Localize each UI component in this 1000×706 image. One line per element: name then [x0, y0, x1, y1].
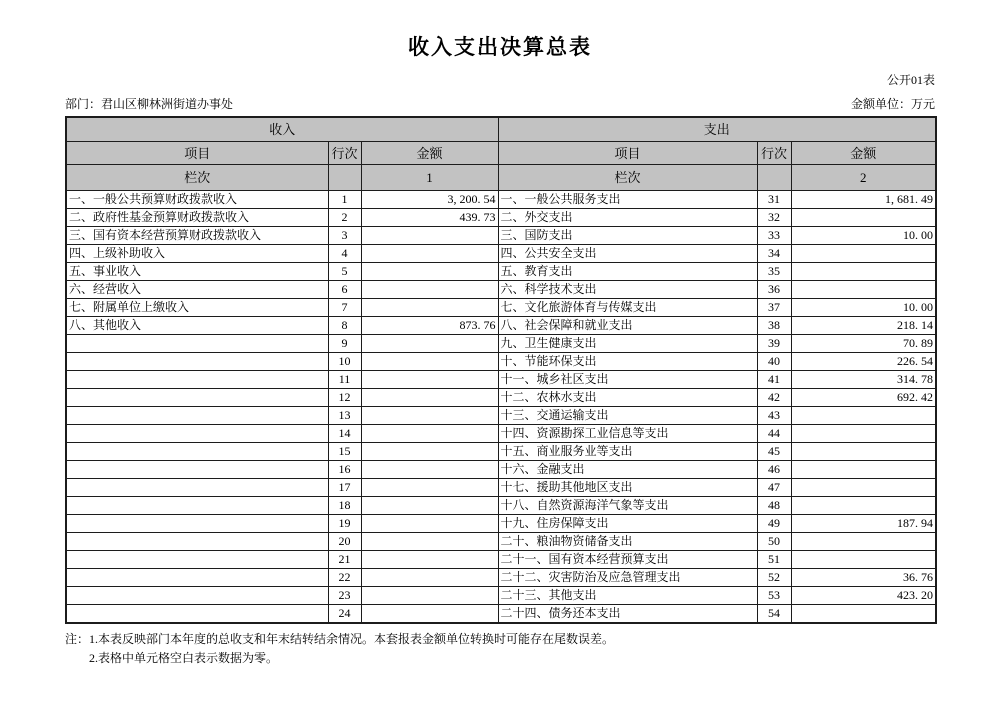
table-row — [66, 209, 936, 227]
income-amount-cell — [361, 353, 498, 371]
income-rowno-cell: 17 — [328, 479, 361, 497]
income-rowno-cell: 12 — [328, 389, 361, 407]
table-row — [66, 587, 936, 605]
expense-item-cell: 一、一般公共服务支出 — [498, 191, 757, 209]
expense-item-cell: 八、社会保障和就业支出 — [498, 317, 757, 335]
expense-item-cell: 十四、资源勘探工业信息等支出 — [498, 425, 757, 443]
income-rowno-cell: 15 — [328, 443, 361, 461]
income-amount-cell — [361, 515, 498, 533]
expense-amount-cell: 70. 89 — [791, 335, 936, 353]
expense-item-cell: 九、卫生健康支出 — [498, 335, 757, 353]
income-amount-cell — [361, 335, 498, 353]
income-item-cell — [66, 389, 328, 407]
income-rowno-cell: 5 — [328, 263, 361, 281]
income-amount-cell — [361, 245, 498, 263]
income-item-cell — [66, 605, 328, 624]
expense-amount-cell — [791, 407, 936, 425]
expense-item-cell: 十八、自然资源海洋气象等支出 — [498, 497, 757, 515]
income-rowno-cell: 6 — [328, 281, 361, 299]
income-amount-cell — [361, 587, 498, 605]
income-rowno-cell: 19 — [328, 515, 361, 533]
income-item-cell — [66, 353, 328, 371]
expense-rowno-cell: 39 — [757, 335, 791, 353]
expense-item-cell: 十五、商业服务业等支出 — [498, 443, 757, 461]
income-amount-cell — [361, 569, 498, 587]
income-rowno-cell: 22 — [328, 569, 361, 587]
expense-item-cell: 二十三、其他支出 — [498, 587, 757, 605]
footnote-line-1: 注：1.本表反映部门本年度的总收支和年末结转结余情况。本套报表金额单位转换时可能存在尾数误差。 — [65, 632, 615, 646]
table-row — [66, 335, 936, 353]
expense-item-cell: 七、文化旅游体育与传媒支出 — [498, 299, 757, 317]
table-row — [66, 515, 936, 533]
income-item-cell: 八、其他收入 — [66, 317, 328, 335]
income-amount-cell — [361, 533, 498, 551]
income-rowno-cell: 8 — [328, 317, 361, 335]
income-rowno-cell: 11 — [328, 371, 361, 389]
expense-rowno-cell: 51 — [757, 551, 791, 569]
income-amount-cell — [361, 425, 498, 443]
expense-amount-cell: 226. 54 — [791, 353, 936, 371]
income-amount-cell — [361, 461, 498, 479]
income-rowno-cell: 13 — [328, 407, 361, 425]
expense-item-cell: 五、教育支出 — [498, 263, 757, 281]
table-row — [66, 425, 936, 443]
table-row — [66, 353, 936, 371]
income-item-cell — [66, 551, 328, 569]
table-row — [66, 245, 936, 263]
expense-amount-cell — [791, 605, 936, 624]
expense-item-cell: 二十、粮油物资储备支出 — [498, 533, 757, 551]
income-item-cell: 四、上级补助收入 — [66, 245, 328, 263]
expense-rowno-cell: 43 — [757, 407, 791, 425]
expense-amount-cell: 36. 76 — [791, 569, 936, 587]
footnote-line-2: 2.表格中单元格空白表示数据为零。 — [89, 651, 279, 665]
income-item-cell: 五、事业收入 — [66, 263, 328, 281]
expense-rowno-cell: 53 — [757, 587, 791, 605]
expense-amount-cell — [791, 281, 936, 299]
table-row — [66, 551, 936, 569]
income-rowno-cell: 18 — [328, 497, 361, 515]
amount-unit-label: 金额单位：万元 — [850, 97, 935, 111]
income-item-cell — [66, 569, 328, 587]
income-item-cell — [66, 587, 328, 605]
income-rowno-cell: 24 — [328, 605, 361, 624]
expense-amount-cell: 10. 00 — [791, 227, 936, 245]
expense-rowno-cell: 52 — [757, 569, 791, 587]
expense-section-header: 支出 — [498, 117, 936, 142]
expense-rowno-cell: 42 — [757, 389, 791, 407]
income-item-cell — [66, 443, 328, 461]
income-amount-cell: 873. 76 — [361, 317, 498, 335]
expense-item-cell: 二十二、灾害防治及应急管理支出 — [498, 569, 757, 587]
income-col-index: 1 — [361, 165, 498, 191]
expense-rowno-cell: 44 — [757, 425, 791, 443]
expense-amount-cell: 218. 14 — [791, 317, 936, 335]
table-row — [66, 263, 936, 281]
expense-item-cell: 十一、城乡社区支出 — [498, 371, 757, 389]
income-item-cell — [66, 425, 328, 443]
table-row — [66, 191, 936, 209]
expense-rowno-cell: 41 — [757, 371, 791, 389]
income-amount-cell — [361, 263, 498, 281]
income-item-cell — [66, 533, 328, 551]
income-amount-cell: 3, 200. 54 — [361, 191, 498, 209]
income-amount-cell — [361, 443, 498, 461]
expense-rowno-cell: 35 — [757, 263, 791, 281]
expense-amount-cell: 423. 20 — [791, 587, 936, 605]
expense-item-cell: 二十四、债务还本支出 — [498, 605, 757, 624]
expense-amount-cell: 314. 78 — [791, 371, 936, 389]
expense-rowno-cell: 46 — [757, 461, 791, 479]
table-row — [66, 227, 936, 245]
table-row — [66, 407, 936, 425]
income-amount-cell — [361, 299, 498, 317]
expense-amount-cell: 692. 42 — [791, 389, 936, 407]
table-row — [66, 389, 936, 407]
income-item-cell — [66, 371, 328, 389]
expense-amount-cell — [791, 425, 936, 443]
income-item-cell: 二、政府性基金预算财政拨款收入 — [66, 209, 328, 227]
income-amount-cell — [361, 551, 498, 569]
income-amount-cell — [361, 389, 498, 407]
income-amount-cell — [361, 479, 498, 497]
income-rowno-cell: 14 — [328, 425, 361, 443]
income-rowno-cell: 20 — [328, 533, 361, 551]
income-rowno-cell: 16 — [328, 461, 361, 479]
income-item-cell — [66, 515, 328, 533]
income-item-cell: 六、经营收入 — [66, 281, 328, 299]
table-row — [66, 497, 936, 515]
expense-rowno-cell: 48 — [757, 497, 791, 515]
expense-amount-cell — [791, 479, 936, 497]
income-item-cell: 七、附属单位上缴收入 — [66, 299, 328, 317]
income-rowno-cell: 3 — [328, 227, 361, 245]
column-index-row — [66, 165, 936, 191]
table-row — [66, 605, 936, 624]
expense-amount-cell — [791, 497, 936, 515]
expense-rowno-cell: 37 — [757, 299, 791, 317]
section-header-row — [66, 117, 936, 142]
income-rowno-col-header: 行次 — [328, 142, 361, 165]
expense-rowno-cell: 31 — [757, 191, 791, 209]
column-header-row — [66, 142, 936, 165]
form-code-label: 公开01表 — [886, 73, 935, 87]
table-row — [66, 317, 936, 335]
income-item-cell — [66, 479, 328, 497]
footnotes — [65, 630, 935, 668]
final-accounts-table — [65, 116, 937, 624]
income-rowno-cell: 7 — [328, 299, 361, 317]
income-rowno-cell: 23 — [328, 587, 361, 605]
expense-amount-cell — [791, 209, 936, 227]
expense-rowno-cell: 33 — [757, 227, 791, 245]
expense-rowno-cell: 32 — [757, 209, 791, 227]
expense-item-col-header: 项目 — [498, 142, 757, 165]
expense-colindex-blank — [757, 165, 791, 191]
income-section-header: 收入 — [66, 117, 498, 142]
page-title: 收入支出决算总表 — [408, 35, 592, 59]
income-colindex-label: 栏次 — [66, 165, 328, 191]
expense-item-cell: 二、外交支出 — [498, 209, 757, 227]
expense-item-cell: 十三、交通运输支出 — [498, 407, 757, 425]
expense-item-cell: 十、节能环保支出 — [498, 353, 757, 371]
expense-amount-cell: 187. 94 — [791, 515, 936, 533]
expense-amount-cell — [791, 263, 936, 281]
expense-amount-cell: 10. 00 — [791, 299, 936, 317]
expense-amount-cell — [791, 551, 936, 569]
expense-amount-cell — [791, 533, 936, 551]
expense-rowno-cell: 38 — [757, 317, 791, 335]
income-amount-cell: 439. 73 — [361, 209, 498, 227]
expense-rowno-cell: 34 — [757, 245, 791, 263]
income-colindex-blank — [328, 165, 361, 191]
table-row — [66, 299, 936, 317]
expense-rowno-col-header: 行次 — [757, 142, 791, 165]
expense-item-cell: 十六、金融支出 — [498, 461, 757, 479]
expense-item-cell: 四、公共安全支出 — [498, 245, 757, 263]
expense-item-cell: 三、国防支出 — [498, 227, 757, 245]
table-row — [66, 569, 936, 587]
expense-item-cell: 十二、农林水支出 — [498, 389, 757, 407]
income-rowno-cell: 1 — [328, 191, 361, 209]
table-row — [66, 533, 936, 551]
expense-item-cell: 二十一、国有资本经营预算支出 — [498, 551, 757, 569]
income-amount-cell — [361, 227, 498, 245]
income-rowno-cell: 2 — [328, 209, 361, 227]
income-amount-cell — [361, 605, 498, 624]
income-amount-cell — [361, 497, 498, 515]
income-amount-cell — [361, 281, 498, 299]
income-amount-cell — [361, 407, 498, 425]
expense-colindex-label: 栏次 — [498, 165, 757, 191]
table-row — [66, 281, 936, 299]
expense-item-cell: 十九、住房保障支出 — [498, 515, 757, 533]
income-item-cell — [66, 335, 328, 353]
expense-rowno-cell: 47 — [757, 479, 791, 497]
expense-rowno-cell: 49 — [757, 515, 791, 533]
expense-item-cell: 六、科学技术支出 — [498, 281, 757, 299]
table-row — [66, 461, 936, 479]
table-row — [66, 443, 936, 461]
income-rowno-cell: 9 — [328, 335, 361, 353]
income-item-cell: 三、国有资本经营预算财政拨款收入 — [66, 227, 328, 245]
income-amount-col-header: 金额 — [361, 142, 498, 165]
expense-amount-col-header: 金额 — [791, 142, 936, 165]
expense-rowno-cell: 54 — [757, 605, 791, 624]
income-rowno-cell: 10 — [328, 353, 361, 371]
expense-col-index: 2 — [791, 165, 936, 191]
meta-row — [65, 95, 935, 115]
table-row — [66, 371, 936, 389]
expense-amount-cell — [791, 245, 936, 263]
expense-rowno-cell: 36 — [757, 281, 791, 299]
expense-rowno-cell: 40 — [757, 353, 791, 371]
income-item-cell — [66, 461, 328, 479]
income-item-col-header: 项目 — [66, 142, 328, 165]
department-label: 部门：君山区柳林洲街道办事处 — [65, 97, 234, 111]
income-item-cell — [66, 407, 328, 425]
income-amount-cell — [361, 371, 498, 389]
income-rowno-cell: 21 — [328, 551, 361, 569]
expense-amount-cell: 1, 681. 49 — [791, 191, 936, 209]
expense-item-cell: 十七、援助其他地区支出 — [498, 479, 757, 497]
income-item-cell — [66, 497, 328, 515]
expense-amount-cell — [791, 443, 936, 461]
expense-rowno-cell: 45 — [757, 443, 791, 461]
income-item-cell: 一、一般公共预算财政拨款收入 — [66, 191, 328, 209]
expense-amount-cell — [791, 461, 936, 479]
expense-rowno-cell: 50 — [757, 533, 791, 551]
table-row — [66, 479, 936, 497]
income-rowno-cell: 4 — [328, 245, 361, 263]
